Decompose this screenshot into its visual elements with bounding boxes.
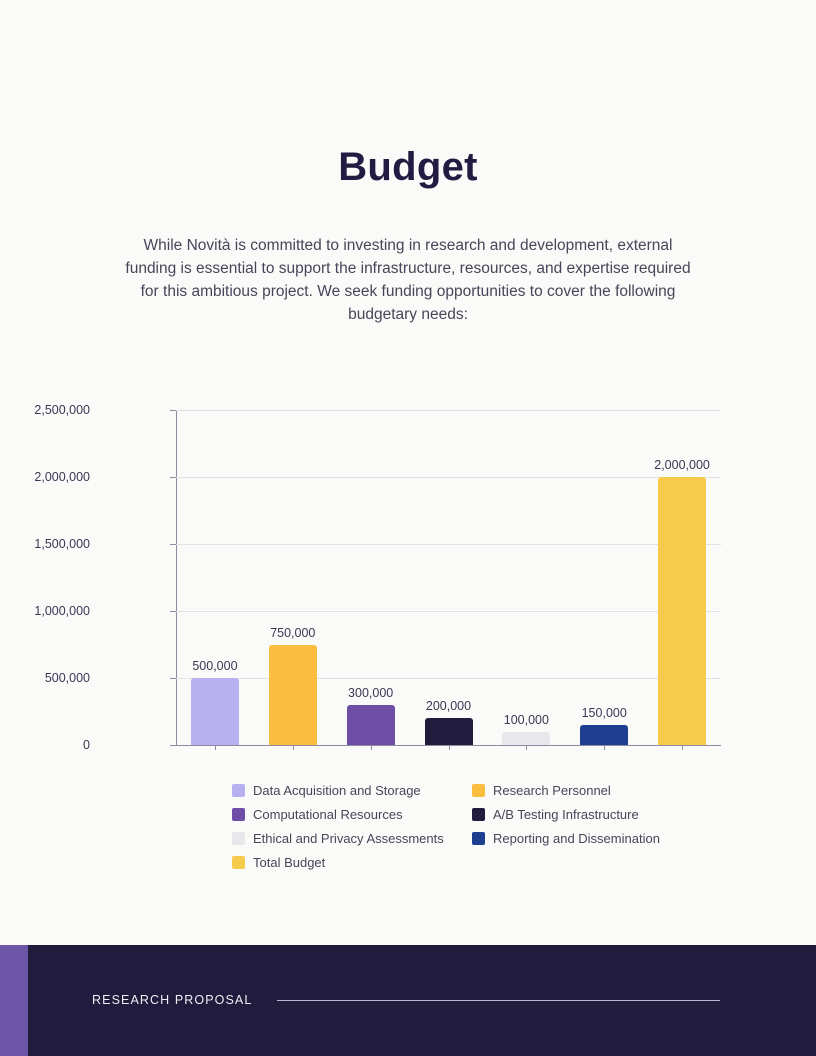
legend-item[interactable] <box>472 783 692 798</box>
legend-swatch <box>472 808 485 821</box>
x-tick-mark <box>449 746 450 750</box>
legend-swatch <box>472 784 485 797</box>
legend-swatch <box>232 808 245 821</box>
legend-label: Data Acquisition and Storage <box>253 782 421 798</box>
legend-label: Reporting and Dissemination <box>493 830 660 846</box>
x-tick-mark <box>371 746 372 750</box>
legend-item[interactable] <box>232 807 472 822</box>
legend-item[interactable] <box>472 831 692 846</box>
bar <box>502 732 550 745</box>
legend-label: Ethical and Privacy Assessments <box>253 830 444 846</box>
legend-label: Computational Resources <box>253 806 403 822</box>
y-tick-label: 2,000,000 <box>34 470 90 484</box>
x-tick-mark <box>604 746 605 750</box>
x-tick-mark <box>526 746 527 750</box>
bar <box>269 645 317 746</box>
legend-label: A/B Testing Infrastructure <box>493 806 639 822</box>
bar <box>425 718 473 745</box>
legend-swatch <box>232 856 245 869</box>
x-tick-mark <box>215 746 216 750</box>
legend-swatch <box>232 832 245 845</box>
chart-legend <box>232 778 692 874</box>
y-tick-label: 1,500,000 <box>34 537 90 551</box>
y-tick-mark <box>170 745 176 746</box>
bar-value-label: 150,000 <box>581 705 627 720</box>
chart-bars <box>176 410 721 745</box>
bar <box>191 678 239 745</box>
bar-value-label: 200,000 <box>425 699 472 714</box>
bar-value-label: 500,000 <box>192 659 238 673</box>
bar <box>580 725 628 745</box>
legend-label: Research Personnel <box>493 782 611 798</box>
legend-item[interactable] <box>232 783 472 798</box>
intro-paragraph: While Novità is committed to investing in research and development, external funding is essential to support the infrastructure, resources, and expertise required for this ambitious project. We seek funding opportunities to cover the following budgetary needs: <box>125 236 691 323</box>
footer-label: RESEARCH PROPOSAL <box>92 993 253 1007</box>
y-tick-label: 1,000,000 <box>34 604 90 618</box>
legend-item[interactable] <box>472 807 692 822</box>
bar <box>658 477 706 745</box>
legend-item[interactable] <box>232 855 472 870</box>
y-tick-label: 0 <box>83 738 90 752</box>
budget-bar-chart <box>34 400 736 760</box>
y-tick-label: 500,000 <box>44 671 90 685</box>
legend-swatch <box>232 784 245 797</box>
bar-value-label: 2,000,000 <box>654 458 710 472</box>
bar <box>347 705 395 745</box>
bar-value-label: 300,000 <box>348 685 394 700</box>
footer-bar <box>0 945 816 1056</box>
bar-value-label: 100,000 <box>503 712 549 727</box>
footer-accent-block <box>0 945 28 1056</box>
footer-divider <box>277 1000 720 1001</box>
y-tick-label: 2,500,000 <box>34 403 90 417</box>
legend-label: Total Budget <box>253 854 326 870</box>
page-title: Budget <box>338 144 478 189</box>
bar-value-label: 750,000 <box>270 625 316 640</box>
legend-swatch <box>472 832 485 845</box>
x-tick-mark <box>293 746 294 750</box>
x-tick-mark <box>682 746 683 750</box>
legend-item[interactable] <box>232 831 472 846</box>
